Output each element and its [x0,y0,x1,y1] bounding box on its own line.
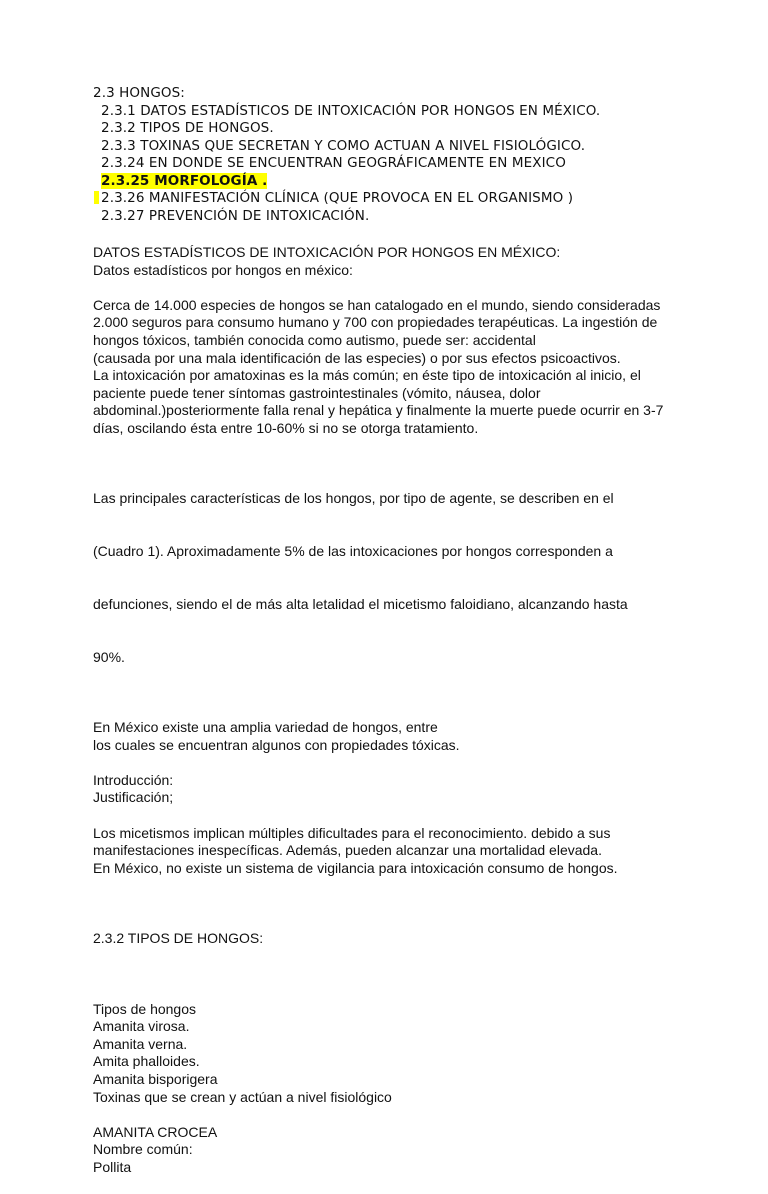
toc-item [93,190,713,208]
toc-item: 2.3.24 EN DONDE SE ENCUENTRAN GEOGRÁFICAMENTE EN MEXICO [101,155,566,171]
section-heading-block [93,895,683,983]
text-line: Amanita verna. [93,1035,188,1052]
text-line: 2.000 seguros para consumo humano y 700 con propiedades terapéuticas. La ingestión de [93,314,658,331]
paragraph [93,455,683,701]
text-line: Amita phalloides. [93,1053,200,1070]
text-line: Amanita virosa. [93,1018,190,1035]
text-line: paciente puede tener síntomas gastrointestinales (vómito, náusea, dolor [93,384,541,401]
paragraph [93,825,683,878]
toc-item: 2.3.2 TIPOS DE HONGOS. [101,120,274,136]
text-line: Nombre común: [93,1141,193,1158]
text-line: Introducción: [93,771,174,788]
text-line: En México existe una amplia variedad de hongos, entre [93,719,438,736]
text-line: Los micetismos implican múltiples dificultades para el reconocimiento. debido a sus [93,824,611,841]
paragraph [93,772,683,807]
paragraph [93,1001,683,1107]
text-line: defunciones, siendo el de más alta letalidad el micetismo faloidiano, alcanzando hasta [93,595,628,612]
text-line: Justificación; [93,789,174,806]
text-line: En México, no existe un sistema de vigilancia para intoxicación consumo de hongos. [93,859,618,876]
text-line: abdominal.)posteriormente falla renal y hepática y finalmente la muerte puede ocurrir en 3-7 [93,402,664,419]
section-heading: 2.3.2 TIPOS DE HONGOS: [93,930,264,947]
text-line: AMANITA CROCEA [93,1123,218,1140]
text-line: los cuales se encuentran algunos con propiedades tóxicas. [93,736,460,753]
text-line: (Cuadro 1). Aproximadamente 5% de las intoxicaciones por hongos corresponden a [93,543,613,560]
text-line: Pollita [93,1158,132,1175]
section-heading: DATOS ESTADÍSTICOS DE INTOXICACIÓN POR HONGOS EN MÉXICO: [93,244,561,260]
highlighted-text: 2.3.25 MORFOLOGÍA . [101,172,268,189]
toc-item-highlighted [93,173,713,191]
toc-item: 2.3.3 TOXINAS QUE SECRETAN Y COMO ACTUAN A NIVEL FISIOLÓGICO. [101,137,586,154]
text-line: Tipos de hongos [93,1000,196,1017]
text-line: La intoxicación por amatoxinas es la más común; en éste tipo de intoxicación al inicio, el [93,367,641,384]
toc-item-label: 2.3.26 MANIFESTACIÓN CLÍNICA (QUE PROVOCA EN EL ORGANISMO ) [101,190,574,206]
text-line: Cerca de 14.000 especies de hongos se han catalogado en el mundo, siendo consideradas [93,296,661,313]
text-line: Amanita bisporigera [93,1070,218,1087]
toc-title: 2.3 HONGOS: [93,85,185,101]
paragraph [93,1124,683,1177]
text-line: manifestaciones inespecíficas. Además, pueden alcanzar una mortalidad elevada. [93,842,602,859]
section-heading-block [93,244,683,279]
toc-item: 2.3.1 DATOS ESTADÍSTICOS DE INTOXICACIÓN POR HONGOS EN MÉXICO. [101,102,601,119]
highlight-mark [94,191,99,204]
text-line: días, oscilando ésta entre 10-60% si no se otorga tratamiento. [93,419,479,436]
paragraph [93,297,683,438]
table-of-contents [93,85,713,225]
paragraph [93,719,683,754]
text-line: 90%. [93,648,125,665]
document-body [93,244,683,1194]
section-subheading: Datos estadísticos por hongos en méxico: [93,261,353,278]
toc-item: 2.3.27 PREVENCIÓN DE INTOXICACIÓN. [101,207,370,224]
text-line: (causada por una mala identificación de las especies) o por sus efectos psicoactivos. [93,349,621,366]
text-line: Las principales características de los hongos, por tipo de agente, se describen en el [93,490,614,507]
text-line: Toxinas que se crean y actúan a nivel fisiológico [93,1088,392,1105]
text-line: hongos tóxicos, también conocida como autismo, puede ser: accidental [93,331,536,348]
